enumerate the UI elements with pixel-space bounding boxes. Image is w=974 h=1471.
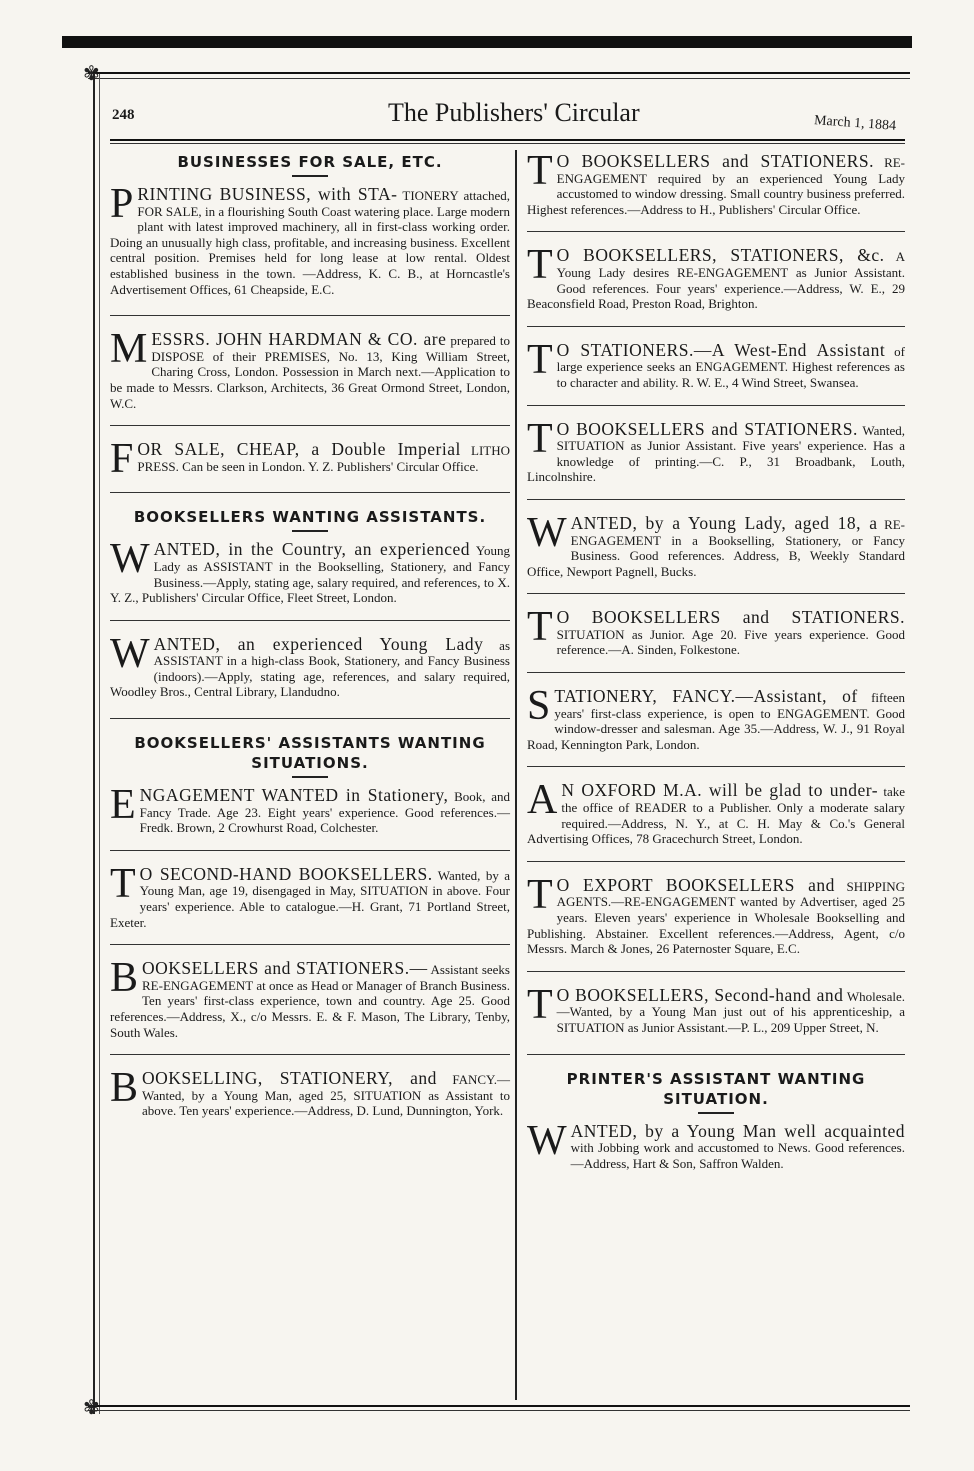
ad-body: Wanted, by a Young Man, age 19, disengaged in May, SITUATION in above. Four years' experience. Able to catalogue.—H. Grant, 71 Portland Street, Exeter. xyxy=(110,867,510,930)
ad-separator xyxy=(110,315,510,316)
advertisement xyxy=(527,336,905,391)
ad-body: A Young Lady desires RE-ENGAGEMENT as Junior Assistant. Good references. Four years' experience.—Address, W. E., 29 Beaconsfield Road, Preston Road, Brighton. xyxy=(527,249,905,312)
left-column xyxy=(110,152,510,1119)
column-divider xyxy=(515,150,517,1400)
advertisement xyxy=(110,181,510,297)
drop-cap: B xyxy=(110,1065,139,1112)
ad-body: SHIPPING AGENTS.—RE-ENGAGEMENT wanted by Advertiser, aged 25 years. Eleven years' experience in Wholesale Bookselling and Publishing. Abstainer. Excellent references.—Address, Agent, c/o Messrs. March & Jones, 26 Paternoster Square, E.C. xyxy=(527,878,905,957)
ad-body: with Jobbing work and accustomed to News. Good references.—Address, Hart & Son, Saffron Walden. xyxy=(570,1140,905,1171)
heading-rule xyxy=(292,530,328,532)
ad-lead: OR SALE, CHEAP, a Double Imperial xyxy=(137,439,461,460)
ad-separator xyxy=(527,326,905,327)
ad-lead: O SECOND-HAND BOOKSELLERS. xyxy=(139,863,433,884)
ad-lead: OOKSELLING, STATIONERY, and xyxy=(142,1068,437,1089)
ad-separator xyxy=(527,861,905,862)
advertisement xyxy=(527,604,905,658)
drop-cap: E xyxy=(110,782,136,829)
ad-separator xyxy=(527,593,905,594)
drop-cap: T xyxy=(527,981,553,1028)
ad-body: RE-ENGAGEMENT in a Bookselling, Stationery, or Fancy Business. Good references. Address, B, Weekly Standard Office, Newport Pagnell, Bucks. xyxy=(527,516,906,579)
ad-body: Assistant seeks RE-ENGAGEMENT at once as Head or Manager of Branch Business. Ten years' first-class experience, town and country. Age 25. Good references.—Address, X., c/o Messrs. E. & F. Mason, The Library, Tenby, South Wales. xyxy=(110,962,510,1040)
ad-separator xyxy=(110,850,510,851)
ad-separator xyxy=(110,718,510,719)
header-rule xyxy=(110,139,905,141)
drop-cap: T xyxy=(527,148,553,194)
ad-lead: O BOOKSELLERS and STATIONERS. xyxy=(556,607,905,628)
ad-separator xyxy=(110,425,510,426)
drop-cap: T xyxy=(527,336,553,383)
advertisement xyxy=(527,509,906,579)
header-rule-thin xyxy=(110,143,905,144)
drop-cap: A xyxy=(527,777,558,824)
right-column xyxy=(527,148,906,1171)
drop-cap: T xyxy=(527,604,553,651)
ad-lead: ANTED, by a Young Man well acquainted xyxy=(570,1120,905,1141)
advertisement xyxy=(110,536,510,606)
ad-lead: OOKSELLERS and STATIONERS.— xyxy=(142,958,428,979)
top-border-rule-thin xyxy=(88,78,910,79)
ad-body: Wholesale.—Wanted, by a Young Man just out of his apprenticeship, a SITUATION as Junior Assistant.—P. L., 209 Upper Street, N. xyxy=(556,988,905,1035)
page-number: 248 xyxy=(112,107,135,123)
drop-cap: P xyxy=(110,181,134,227)
ad-body: Book, and Fancy Trade. Age 23. Eight years' experience. Good references.—Fredk. Brown, 2 Crowhurst Road, Colchester. xyxy=(139,789,511,836)
section-heading: BOOKSELLERS' ASSISTANTS WANTING SITUATIONS. xyxy=(134,734,486,773)
advertisement xyxy=(110,326,510,411)
corner-ornament-icon: ✾ xyxy=(83,63,100,85)
drop-cap: M xyxy=(110,326,148,373)
ad-body: of large experience seeks an ENGAGEMENT. Highest references as to character and ability. R. W. E., 4 Wind Street, Swansea. xyxy=(556,343,905,390)
ad-separator xyxy=(527,766,905,767)
ad-lead: O BOOKSELLERS and STATIONERS. xyxy=(556,151,875,171)
drop-cap: W xyxy=(527,1117,567,1164)
ad-lead: ANTED, in the Country, an experienced xyxy=(153,539,470,560)
section-heading: BOOKSELLERS WANTING ASSISTANTS. xyxy=(133,508,487,527)
ad-lead: ANTED, an experienced Young Lady xyxy=(153,633,484,654)
ad-separator xyxy=(527,499,905,500)
ad-separator xyxy=(110,492,510,493)
bottom-border-rule-thin xyxy=(88,1410,910,1411)
advertisement xyxy=(110,860,510,930)
drop-cap: T xyxy=(527,415,553,462)
heading-rule xyxy=(292,776,328,778)
advertisement xyxy=(527,1117,905,1172)
drop-cap: W xyxy=(110,536,150,583)
advertisement xyxy=(527,242,905,312)
advertisement xyxy=(110,630,511,700)
ad-body: SITUATION as Junior. Age 20. Five years experience. Good reference.—A. Sinden, Folkestone. xyxy=(556,626,905,658)
drop-cap: W xyxy=(527,509,567,556)
advertisement xyxy=(527,415,905,485)
advertisement xyxy=(527,777,906,847)
ad-lead: ESSRS. JOHN HARDMAN & CO. are xyxy=(151,329,447,350)
drop-cap: B xyxy=(110,955,139,1002)
ad-separator xyxy=(110,944,510,945)
ad-lead: N OXFORD M.A. will be glad to under- xyxy=(561,780,879,801)
heading-rule xyxy=(292,175,328,177)
ad-body: Wanted, SITUATION as Junior Assistant. Five years' experience. Has a knowledge of printing.—C. P., 31 Broadbank, Louth, Lincolnshire. xyxy=(527,422,905,485)
drop-cap: F xyxy=(110,436,134,483)
ad-separator xyxy=(527,231,905,232)
ad-lead: RINTING BUSINESS, with STA- xyxy=(137,184,398,204)
ad-lead: O BOOKSELLERS, Second-hand and xyxy=(556,984,844,1005)
top-black-bar xyxy=(62,36,912,48)
heading-rule xyxy=(698,1112,734,1114)
drop-cap: S xyxy=(527,683,551,730)
issue-date: March 1, 1884 xyxy=(813,113,897,134)
ad-body: take the office of READER to a Publisher. Only a moderate salary required.—Address, N. Y., at C. H. May & Co.'s General Advertising Offices, 78 Gracechurch Street, London. xyxy=(527,784,906,847)
ad-body: as ASSISTANT in a high-class Book, Stationery, and Fancy Business (indoors).—Apply, stating age, references, and salary required, Woodley Bros., Central Library, Llandudno. xyxy=(110,637,511,700)
ad-lead: TATIONERY, FANCY.—Assistant, of xyxy=(554,686,858,707)
ad-body: TIONERY attached, FOR SALE, in a flourishing South Coast watering place. Large modern plant with latest improved machinery, all in first-class working order. Doing an unusually high class, profitable, and increasing business. Excellent central position. Premises held for long lease at low rental. Oldest established business in the town. —Address, K. C. B., at Horncastle's Advertisement Offices, 61 Cheapside, E.C. xyxy=(110,188,510,297)
ad-lead: ANTED, by a Young Lady, aged 18, a xyxy=(570,512,878,533)
ad-lead: O EXPORT BOOKSELLERS and xyxy=(556,874,835,895)
section-heading: BUSINESSES FOR SALE, ETC. xyxy=(177,153,443,171)
top-border-rule xyxy=(88,72,910,74)
ad-lead: O BOOKSELLERS and STATIONERS. xyxy=(556,418,858,439)
drop-cap: T xyxy=(527,242,553,289)
corner-ornament-icon: ✾ xyxy=(83,1397,100,1419)
bottom-border-rule xyxy=(88,1405,910,1407)
section-heading: PRINTER'S ASSISTANT WANTING SITUATION. xyxy=(566,1069,866,1108)
ad-separator xyxy=(527,405,905,406)
ad-lead: NGAGEMENT WANTED in Stationery, xyxy=(139,785,449,806)
ad-separator xyxy=(527,672,905,673)
advertisement xyxy=(110,436,510,483)
ad-separator xyxy=(527,971,905,972)
left-border-rule-thin xyxy=(99,74,100,1414)
ad-separator xyxy=(110,1054,510,1055)
advertisement xyxy=(527,148,906,217)
advertisement xyxy=(110,955,510,1040)
advertisement xyxy=(110,1065,510,1119)
ad-separator xyxy=(527,1054,905,1055)
ad-body: Young Lady as ASSISTANT in the Bookselling, Stationery, and Fancy Business.—Apply, stating age, salary required, and references, to X. Y. Z., Publishers' Circular Office, Fleet Street, London. xyxy=(110,543,510,606)
ad-body: prepared to DISPOSE of their PREMISES, No. 13, King William Street, Charing Cross, London. Possession in March next.—Application to be made to Messrs. Clarkson, Architects, 36 Great Ormond Street, London, W.C. xyxy=(110,333,510,411)
advertisement xyxy=(527,683,905,752)
ad-separator xyxy=(110,620,510,621)
advertisement xyxy=(527,871,905,957)
left-border-rule xyxy=(93,74,95,1414)
ad-body: fifteen years' first-class experience, is open to ENGAGEMENT. Good window-dresser and salesman. Age 35.—Address, W. J., 91 Royal Road, Kennington Park, London. xyxy=(527,690,905,752)
ad-body: LITHO PRESS. Can be seen in London. Y. Z. Publishers' Circular Office. xyxy=(137,443,510,474)
advertisement xyxy=(110,782,511,836)
drop-cap: W xyxy=(110,630,150,677)
ad-body: FANCY.—Wanted, by a Young Man, aged 25, SITUATION as Assistant to above. Ten years' experience.—Address, D. Lund, Dunnington, York. xyxy=(142,1072,510,1119)
drop-cap: T xyxy=(527,871,553,918)
ad-lead: O STATIONERS.—A West-End Assistant xyxy=(556,339,886,360)
running-title: The Publishers' Circular xyxy=(388,98,640,127)
drop-cap: T xyxy=(110,860,136,907)
ad-lead: O BOOKSELLERS, STATIONERS, &c. xyxy=(556,245,885,266)
advertisement xyxy=(527,981,905,1036)
ad-body: RE-ENGAGEMENT required by an experienced Young Lady accustomed to window dressing. Small country business preferred. Highest references.—Address to H., Publishers' Circular Office. xyxy=(527,155,906,217)
